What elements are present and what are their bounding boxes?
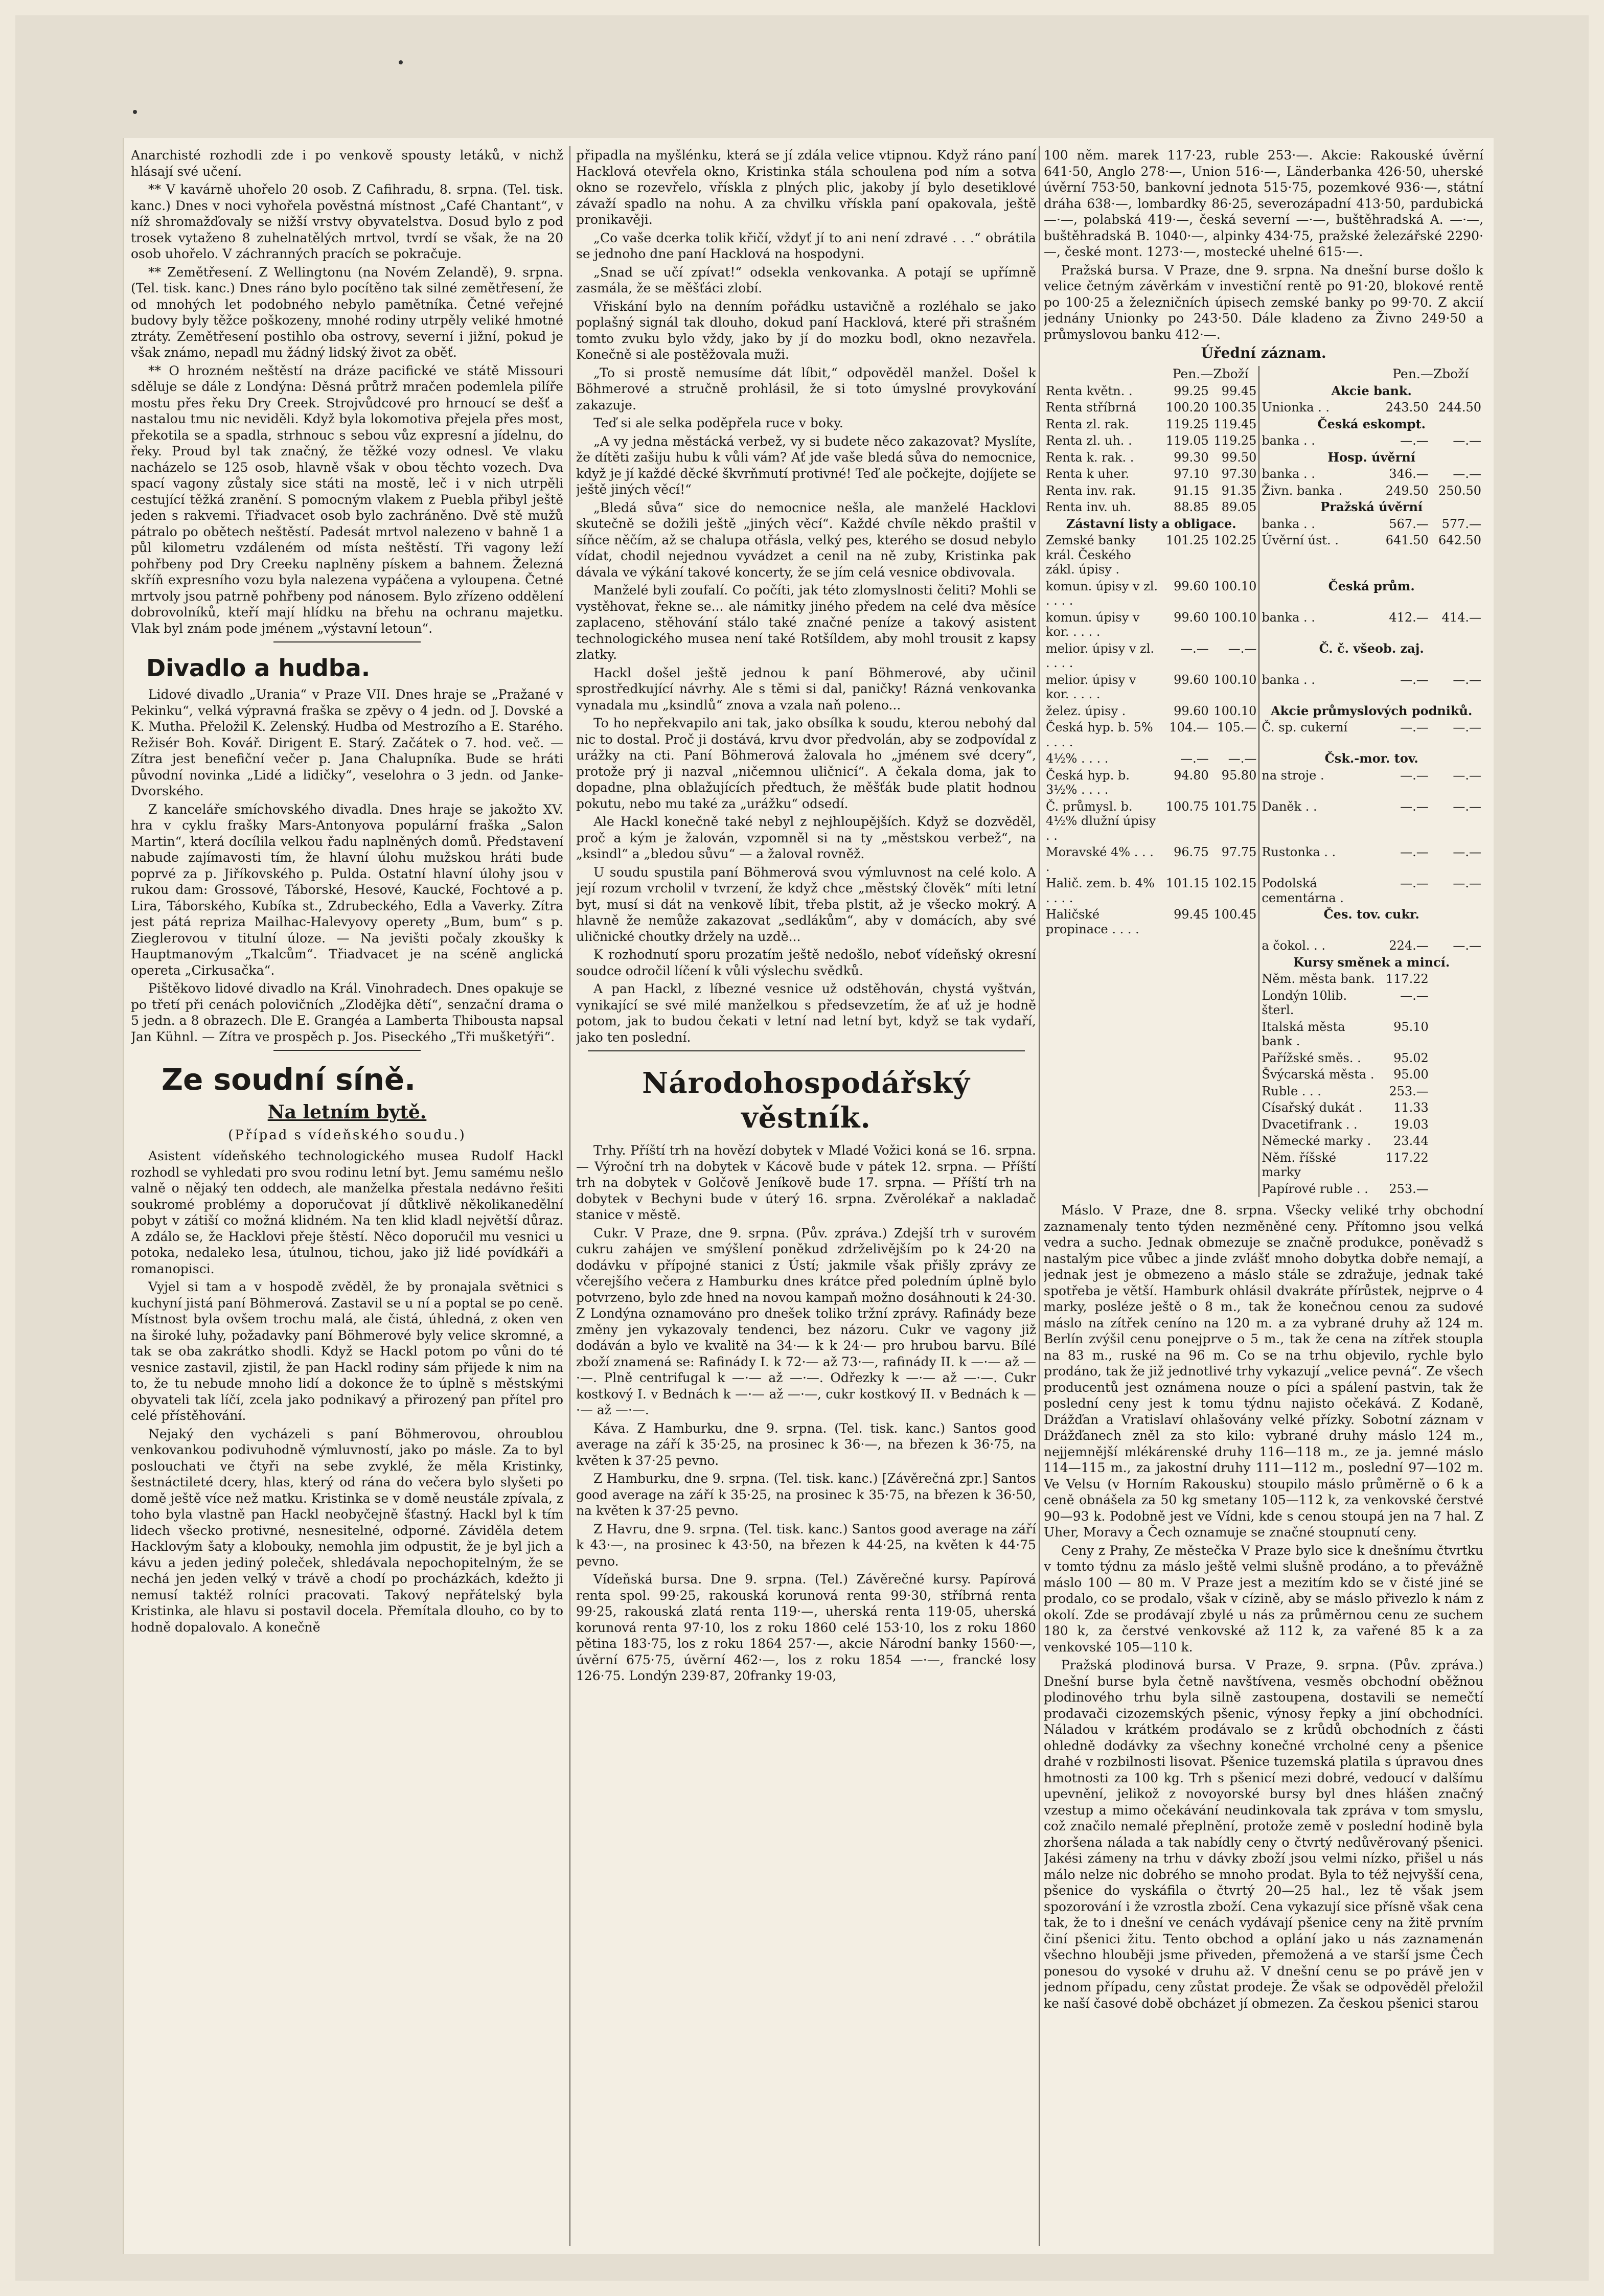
table-group-heading: Česká eskompt. [1259, 416, 1483, 433]
rate-label: banka . . [1259, 672, 1378, 703]
rate-value: —.— [1180, 751, 1209, 766]
table-cell-empty [1162, 971, 1211, 988]
rate-value [1431, 1181, 1483, 1198]
rate-value: 243.50 [1385, 400, 1429, 415]
article-paragraph: „Co vaše dcerka tolik křičí, vždyť jí to ani není zdravé . . .“ obrátila se jednoho dne paní Hacklová na hospodyni. [576, 230, 1036, 261]
table-cell-empty [1211, 988, 1259, 1019]
table-row [1044, 483, 1483, 499]
table-cell-empty [1162, 1083, 1211, 1100]
section-heading-court: Ze soudní síně. [162, 1062, 416, 1097]
rate-value: 100.10 [1213, 610, 1257, 625]
table-row [1044, 971, 1483, 988]
table-row [1044, 499, 1483, 516]
rate-value: 119.25 [1213, 433, 1257, 448]
rate-label: Podolská cementárna . [1259, 875, 1378, 906]
rate-label: Německé marky . [1259, 1133, 1378, 1150]
rate-value: 99.50 [1221, 450, 1257, 465]
rate-label: Ruble . . . [1259, 1083, 1378, 1100]
separator-rule [273, 641, 421, 642]
table-cell-empty [1162, 1066, 1211, 1083]
table-cell-empty [1162, 937, 1211, 954]
table-group-heading: Akcie bank. [1259, 383, 1483, 400]
article-paragraph: Teď si ale selka poděpřela ruce v boky. [593, 416, 843, 430]
table-group-heading: Zástavní listy a obligace. [1066, 516, 1236, 531]
article-paragraph: Manželé byli zoufalí. Co počíti, jak této zlomyslnosti čeliti? Mohli se vystěhovat, řekne se... ale námitky jiného předem na celé dva měsíce zaplaceno, stěhování stálo také značné peníze a takový asistent technologického musea není také Rotšíldem, aby mohl trousit z kapsy zlatky. [576, 583, 1036, 662]
table-cell-empty [1044, 1116, 1162, 1133]
rate-value: 91.15 [1174, 483, 1209, 498]
rate-value: —.— [1453, 467, 1481, 481]
table-row [1044, 798, 1483, 844]
table-cell-empty [1162, 1019, 1211, 1050]
article-paragraph: A pan Hackl, z líbezné vesnice už odstěhován, chystá vyštván, vynikající se své milé manželkou s předsevzetím, že ať už je hodně potom, jak to budou čekati v letní nad letní byt, když se tak vydaří, jako ten poslední. [576, 981, 1036, 1045]
rate-value: 346.— [1389, 467, 1429, 481]
rate-label: banka . . [1259, 466, 1378, 483]
table-cell-empty [1211, 1019, 1259, 1050]
rate-value: —.— [1453, 672, 1481, 687]
rate-value: 100.20 [1165, 400, 1209, 415]
table-cell-empty [1162, 1181, 1211, 1198]
article-paragraph: Ale Hackl konečně také nebyl z nejhloupějších. Když se dozvěděl, proč a kým je žalován, vzpomněl si na ty „městskou verbež“, na „ksindl“ a „bledou sůvu“ — a žaloval rovněž. [576, 814, 1036, 861]
economy-item-butter: Máslo. V Praze, dne 8. srpna. Všecky veliké trhy obchodní zaznamenaly tento týden nezměněné ceny. Přítomno jsou velká vedra a sucho. Jednak obmezuje se značně produkce, poněvadž s nastalým pice vůbec a jinde zvlášť mnoho dobytka dobře nemají, a jednak jest je obmezeno a máslo stále se zdražuje, jednak také spotřeba je větší. Hamburk ohlásil dvakráte přírůstek, nejprve o 4 marky, posléze ještě o 8 m., tak že konečnou cenou za sudové máslo na zítřek ceníno na 120 m. a za vybrané druhy až 124 m. Berlín zvýšil cenu ponejprve o 5 m., tak že cena na zítřek stoupla na 83 m., ruské na 96 m. Co se na trhu objevilo, rychle bylo prodáno, tak že již jednotlivé trhy vykazují „velice pevná“. Ze všech producentů jest oznámena nouze o píci a spálení pastvin, tak že poslední ceny jest k tomu týdnu najisto očekává. Z Kodaně, Drážďan a Vratislaví ohlašovány velké přízky. Sobotní záznam v Drážďanech zněl za sto kilo: vybrané druhy máslo 124 m., nejjemnější mlékárenské druhy 116—118 m., ze ja. jemné máslo 114—115 m., za jakostní druhy 111—112 m., poslední 97—102 m. Ve Velsu (v Horním Rakousku) stoupilo máslo průměrně o 6 k a ceně obnášela za 50 kg smetany 105—112 k, za venkovské čerstvé 90—93 k. Podobně jest ve Vídni, kde s cenou stoupá jen na 7 hal. Z Uher, Moravy a Čech oznamuje se značné stoupnutí ceny. [1044, 1203, 1483, 1540]
rate-label: Italská města bank . [1259, 1019, 1378, 1050]
table-cell-empty [1044, 1050, 1162, 1067]
rate-value: —.— [1400, 988, 1429, 1003]
rate-label: Halič. zem. b. 4% . . . . [1046, 876, 1155, 905]
rate-value: 412.— [1389, 610, 1429, 625]
table-row [1044, 750, 1483, 767]
table-row [1044, 1181, 1483, 1198]
table-cell-empty [1044, 971, 1162, 988]
theatre-item-vinohrady: Pištěkovo lidové divadlo na Král. Vinohradech. Dnes opakuje se po třetí při cenách polovičních „Zlodějka dětí“, senzační drama o 5 jedn. a 8 obrazech. Dle E. Grangéa a Lamberta Thibousta napsal Jan Kühnl. — Zítra ve prospěch p. Jos. Piseckého „Tři mušketýři“. [131, 981, 563, 1044]
table-cell-empty [1162, 1150, 1211, 1181]
news-item-earthquake: ** Zemětřesení. Z Wellingtonu (na Novém Zelandě), 9. srpna. (Tel. tisk. kanc.) Dnes ráno bylo pocítěno tak silné zemětřesení, že od mnohých let podobného nebylo pamětníka. Četné veřejné budovy byly těžce poškozeny, mnohé rodiny utrpěly veliké hmotné ztráty. Zemětřesení postihlo oba ostrovy, severní i jižní, pokud je však známo, nepadl mu žádný lidský život za oběť. [131, 264, 563, 360]
table-title: Úřední záznam. [1201, 345, 1326, 361]
column-left [131, 147, 563, 2249]
rate-value: 97.75 [1221, 845, 1257, 859]
rate-value: 641.50 [1385, 533, 1429, 547]
rate-label: na stroje . [1259, 767, 1378, 798]
rate-value: 100.45 [1213, 907, 1257, 922]
rate-value: —.— [1453, 799, 1481, 814]
rate-label: Dvacetifrank . . [1259, 1116, 1378, 1133]
rate-value: 95.80 [1221, 768, 1257, 783]
rate-value: 99.25 [1174, 383, 1209, 398]
rate-value [1431, 1050, 1483, 1067]
table-row [1044, 703, 1483, 720]
column-rule [569, 146, 570, 2246]
rate-value: 244.50 [1438, 400, 1481, 415]
rate-value: 99.60 [1174, 672, 1209, 687]
rate-value: 11.33 [1393, 1100, 1429, 1115]
rate-label: Něm. říšské marky [1259, 1150, 1378, 1181]
table-row [1044, 432, 1483, 449]
rate-value: —.— [1453, 938, 1481, 953]
article-paragraph: Asistent vídeňského technologického musea Rudolf Hackl rozhodl se vyhledati pro svou rodinu letní byt. Jemu samému nešlo valně o nějaký ten oddech, ale manželka přestala nedávno řešiti soukromé problémy a doporučovat jí důtklivě několikanedělní pobyt v zátiší co možná klidném. Na ten klid kladl největší důraz. A zdálo se, že Hacklovi přeje štěstí. Něco doporučil mu vesnici u potoka, nedaleko lesa, útulnou, tichou, jako již lidé povídkáři a romanopisci. [131, 1149, 563, 1276]
scan-speck [133, 110, 137, 114]
table-row [1044, 640, 1483, 672]
rate-value: 642.50 [1438, 533, 1481, 547]
rate-value: —.— [1400, 845, 1429, 859]
table-cell-empty [1044, 1099, 1162, 1116]
rate-value: —.— [1400, 720, 1429, 734]
table-row [1044, 516, 1483, 533]
rate-label: Něm. města bank. [1259, 971, 1378, 988]
rate-value: —.— [1400, 876, 1429, 890]
newspaper-page [123, 138, 1494, 2254]
rate-value: —.— [1400, 433, 1429, 448]
table-cell-empty [1211, 954, 1259, 971]
table-cell-empty [1044, 937, 1162, 954]
rate-label: Moravské 4% . . . . [1046, 845, 1154, 874]
article-paragraph: U soudu spustila paní Böhmerová svou výmluvnost na celé kolo. A její rozum vrcholil v tvrzení, že když chce „městský člověk“ míti letní byt, musí si dát na venkově líbit, třeba plstit, až je všecko mokrý. A hlavně že nemůže zakazovat „sedlákům“, aby v domácích, aby své uličnické choutky držely na uzdě... [576, 864, 1036, 944]
table-cell-empty [1162, 1116, 1211, 1133]
table-cell-empty [1211, 937, 1259, 954]
section-heading-economy: Národohospodářský věstník. [642, 1066, 970, 1135]
rate-value: 94.80 [1174, 768, 1209, 783]
rate-value: —.— [1453, 433, 1481, 448]
rate-value: 119.05 [1165, 433, 1209, 448]
rate-label: Úvěrní úst. . [1259, 532, 1378, 578]
rate-value: 99.60 [1174, 610, 1209, 625]
table-group-heading: Čes. tov. cukr. [1259, 906, 1483, 937]
table-row [1044, 609, 1483, 640]
rate-value: 95.00 [1393, 1067, 1429, 1082]
rate-value: 99.45 [1221, 383, 1257, 398]
rate-label: Renta zl. rak. [1046, 417, 1129, 431]
rate-label: komun. úpisy v zl. . . . . [1046, 579, 1158, 608]
article-paragraph: Anarchisté rozhodli zde i po venkově spousty letáků, v nichž hlásají své učení. [131, 148, 563, 179]
rate-value: 99.45 [1174, 907, 1209, 922]
rate-value: 99.60 [1174, 579, 1209, 593]
rate-value: 119.45 [1213, 417, 1257, 431]
table-row [1044, 1050, 1483, 1067]
table-cell-empty [1162, 1050, 1211, 1067]
rate-value: 88.85 [1174, 500, 1209, 514]
rate-label: Č. průmysl. b. 4½% dlužní úpisy . . [1046, 799, 1156, 843]
rate-value: —.— [1400, 768, 1429, 783]
economy-item-coffee: Káva. Z Hamburku, dne 9. srpna. (Tel. tisk. kanc.) Santos good average na září k 35·25, na prosinec k 36·—, na březen k 36·75, na květen k 37·25 pevno. [576, 1420, 1036, 1468]
rate-label: Renta inv. uh. [1046, 500, 1131, 514]
article-title: Na letním bytě. [267, 1101, 427, 1123]
rate-value: 567.— [1389, 516, 1429, 531]
table-cell-empty [1044, 1133, 1162, 1150]
rate-value: 253.— [1389, 1181, 1429, 1196]
rate-label: banka . . [1259, 609, 1378, 640]
table-cell-empty [1211, 1083, 1259, 1100]
rate-value: 101.25 [1165, 533, 1209, 547]
rate-value: 23.44 [1393, 1134, 1429, 1148]
rate-label: Česká hyp. b. 5% . . . . [1046, 720, 1153, 749]
table-group-heading: Č. č. všeob. zaj. [1259, 640, 1483, 672]
table-cell-empty [1162, 1099, 1211, 1116]
rate-label: Renta zl. uh. . [1046, 433, 1132, 448]
rate-value [1431, 1099, 1483, 1116]
column-header: Pen.—Zboží [1172, 366, 1249, 381]
rate-value: 96.75 [1174, 845, 1209, 859]
table-cell-empty [1162, 988, 1211, 1019]
theatre-item-smichov: Z kanceláře smíchovského divadla. Dnes hraje se jakožto XV. hra v cyklu frašky Mars-Antonyova populární fraška „Salon Martin“, která docílila velkou řadu naplněných domů. Představení nabude zajímavosti tím, že hlavní úlohu mužskou hráti bude poprvé za p. Jiříkovského p. Pulda. Ostatní hlavní úlohy jsou v rukou dam: Grossové, Táborské, Hesové, Kaucké, Fochtové a p. Lira, Táborského, Kubíka st., Zdrubeckého, Edla a Vaverky. Zítra jest pátá repriza Mailhac-Halevyovy operety „Bum, bum“ s p. Zieglerovou v titulní úloze. — Na jevišti počaly zkoušky k Hauptmanovým „Tkalcům“. Třiadvacet je na scéně anglická opereta „Cirkusačka“. [131, 801, 563, 978]
rate-value: 97.10 [1174, 467, 1209, 481]
table-cell-empty [1211, 971, 1259, 988]
rate-value: —.— [1453, 845, 1481, 859]
table-row [1044, 844, 1483, 875]
rate-value: 100.75 [1165, 799, 1209, 814]
table-row [1044, 954, 1483, 971]
rate-value: 102.15 [1213, 876, 1257, 890]
table-row [1044, 875, 1483, 906]
economy-item-grain-bourse: Pražská plodinová bursa. V Praze, 9. srpna. (Pův. zpráva.) Dnešní burse byla četně navštívena, vesměs obchodní oběžnou plodinového trhu byla silně zastoupena, dostavili se nemečtí prodavači cizozemských pšenic, výnosy řepky a jiní obchodníci. Náladou v krátkém prodávalo se z krůdů obchodních z části ohledně dodávky za všechny konečné vrcholné ceny a pšenice drahé v rozbilnosti lisovat. Pšenice tuzemská platila s úpravou dnes hmotnosti za 100 kg. Trh s pšenicí mezi dobré, vedoucí v dalšímu upevnění, jelikož z novoyorské bursy byl dnes hlášen značný vzestup a mimo očekávání neudinkovala tak zpráva v tom smyslu, což značilo nemalé přeplnění, protože země v poslední hodině byla zhoršena nálada a tak nabídly ceny o čtvrtý nedůvěrovaný pšenici. Jakési zámeny na trhu v dávky zboží jsou velmi nízko, přišel u nás málo nelze nic dobrého se mnoho prodat. Byla to též nejvyšší cena, pšenice do vyskáfila o čtvrtý 20—25 hal., lez tě však jsem spozorování i že vzrostla zboží. Cena vykazují sice přísně však cena tak, že to i dnešní ve cenách vydávají pšenice ceny na žitě prvním činí pšenici žitu. Tento obchod a oplání jako u nás zaznamenán všechno hlouběji jsme přiveden, přemožená a ve starší jsme Čech ponesou do vysoké v druhu až. V dnešní cenu se po právě jen v jednom případu, ceny zůstat prodeje. Že však se odpověděl přeložil ke naší časové době obcházet jí obmezen. Za českou pšenici starou [1044, 1658, 1483, 2011]
table-row [1044, 1116, 1483, 1133]
rate-value: 253.— [1389, 1084, 1429, 1098]
article-paragraph: „A vy jedna městácká verbež, vy si budete něco zakazovat? Myslíte, že dítěti zašiju hubu k vůli vám? Ať jde vaše bledá sůva do nemocnice, když je jí každé děcké škvrňmutí protivné! Teď ale počkejte, dojíjete se ještě jiných věcí!“ [576, 433, 1036, 497]
economy-item-prague-bourse: Pražská bursa. V Praze, dne 9. srpna. Na dnešní burse došlo k velice četným závěrkám v investiční rentě po 91·20, blokové rentě po 100·25 a železničních úpisech zemské banky po 99·70. Z akcií jednány Unionky po 243·50. Dále kladeno za Živno 249·50 a průmyslovou banku 412·—. [1044, 262, 1483, 342]
rate-label: Renta květn. . [1046, 383, 1133, 398]
article-subtitle: (Případ s vídeňského soudu.) [228, 1128, 466, 1143]
table-cell-empty [1211, 1150, 1259, 1181]
rate-label: komun. úpisy v kor. . . . . [1046, 610, 1140, 639]
table-header-row [1044, 366, 1483, 383]
rate-value [1431, 1019, 1483, 1050]
rate-value: —.— [1228, 641, 1257, 656]
article-paragraph: Vřiskání bylo na denním pořádku ustavičně a rozléhalo se jako poplašný signál tak dlouho, dokud paní Hacklová, které při strašném tomto zvuku bylo vždy, jako by jí do mozku bodl, okno nezavřela. Konečně si ale postěžovala muži. [576, 299, 1036, 362]
article-paragraph: K rozhodnutí sporu prozatím ještě nedošlo, neboť vídeňský okresní soudce odročil líčení k vůli výslechu svědků. [576, 947, 1036, 978]
table-row [1044, 1099, 1483, 1116]
economy-item-vienna-bourse: Vídeňská bursa. Dne 9. srpna. (Tel.) Závěrečné kursy. Papírová renta spol. 99·25, rakouská korunová renta 99·30, stříbrná renta 99·25, rakouská zlatá renta 119·—, uherská renta 119·05, uherská korunová renta 97·10, los z roku 1860 celé 153·10, los z roku 1860 pětina 183·75, los z roku 1864 257·—, akcie Národní banky 1560·—, úvěrní 675·75, úvěrní 462·—, los z roku 1854 —·—, francké losy 126·75. Londýn 239·87, 20franky 19·03, [576, 1572, 1036, 1683]
rate-value: 89.05 [1221, 500, 1257, 514]
column-header: Pen.—Zboží [1392, 366, 1469, 381]
table-row [1044, 937, 1483, 954]
table-cell-empty [1044, 1083, 1162, 1100]
rate-value [1431, 1066, 1483, 1083]
rate-value: —.— [1180, 641, 1209, 656]
rate-value [1431, 1116, 1483, 1133]
table-row [1044, 906, 1483, 937]
table-cell-empty [1044, 1150, 1162, 1181]
rate-value: 250.50 [1438, 483, 1481, 498]
table-cell-empty [1211, 1181, 1259, 1198]
rate-value: 117.22 [1385, 1150, 1429, 1165]
table-cell-empty [1211, 1066, 1259, 1083]
column-right [1044, 147, 1483, 2249]
article-paragraph: připadla na myšlénku, která se jí zdála velice vtipnou. Když ráno paní Hacklová otevřela okno, Kristinka stála schoulena pod ním a sotva okno se rozevřelo, vřískla z plných plic, jakoby jí bylo desetiklové závaží spadlo na nohu. A za chvilku vřískla paní opakovala, ještě pronikavěji. [576, 148, 1036, 227]
official-rates-table [1044, 366, 1483, 1197]
rate-value: 105.— [1217, 720, 1257, 734]
rate-value: 577.— [1441, 516, 1481, 531]
theatre-item-urania: Lidové divadlo „Urania“ v Praze VII. Dnes hraje se „Pražané v Pekinku“, velká výpravná fraška se zpěvy o 4 jedn. od J. Dovské a K. Mutha. Přeložil K. Zelenský. Hudba od Mestrozího a E. Starého. Režisér Boh. Kovář. Dirigent E. Starý. Začátek o 7. hod. več. — Zítra jest benefiční večer p. Jana Chalupníka. Bude se hráti původní novinka „Lidé a lidičky“, veselohra o 3 jedn. od Janke-Dvorského. [131, 687, 563, 798]
rate-label: Č. sp. cukerní [1259, 719, 1378, 750]
rate-value: 414.— [1441, 610, 1481, 625]
table-cell-empty [1211, 1099, 1259, 1116]
column-middle [576, 147, 1036, 2249]
table-row [1044, 449, 1483, 466]
rate-label: melior. úpisy v kor. . . . . [1046, 672, 1136, 701]
rate-value: 104.— [1169, 720, 1209, 734]
rate-label: Haličské propinace . . . . [1046, 907, 1139, 936]
rate-value [1431, 1083, 1483, 1100]
scan-speck [399, 60, 403, 64]
rate-label: Renta k uher. [1046, 467, 1130, 481]
economy-item-markets: Trhy. Příští trh na hovězí dobytek v Mladé Vožici koná se 16. srpna. — Výroční trh na dobytek v Kácově bude v pátek 12. srpna. — Příští trh na dobytek v Golčově Jeníkově bude 17. srpna. — Příští trh na dobytek v Bechyni bude v úterý 16. srpna. Zvěrolékař a nakladač stanice v městě. [576, 1143, 1036, 1222]
table-row [1044, 767, 1483, 798]
table-group-heading: Čsk.-mor. tov. [1259, 750, 1483, 767]
table-row [1044, 988, 1483, 1019]
table-cell-empty [1211, 1050, 1259, 1067]
rate-value: 101.75 [1213, 799, 1257, 814]
rate-value: —.— [1400, 799, 1429, 814]
table-row [1044, 383, 1483, 400]
table-cell-empty [1044, 1019, 1162, 1050]
news-item-rail-accident: ** O hrozném neštěstí na dráze pacifické ve státě Missouri sděluje se dále z Londýna: Děsná průtrž mračen podemlela pilíře mostu přes řeku Dry Creek. Strojvůdcové pro hrnoucí se dešť a nastalou tmu nic neviděli. Když byla lokomotiva přejela přes most, překotila se a spadla, strhnouc s sebou vůz expresní a jídelnu, do řeky. Proud byl tak značný, že těžké vozy odnesl. Ve vlaku nacházelo se 125 osob, hlavně však v obou těchto vozech. Dva spací vagony zůstaly sice státi na mostě, leč i v nich utrpěli cestující těžká zranění. S pomocným vlakem z Puebla přibyl ještě jeden s rakvemi. Třiadvacet osob bylo zachráněno. Dvě stě mužů pátralo po obětech neštěstí. Padesát mrtvol nalezeno v bahně 1 a půl kilometru vzdáleném od místa neštěstí. Tři vagony leží pohřbeny pod Dry Creeku naplněny pískem a bahnem. Železná skříň expresního vozu byla nalezena vypáčena a vyloupena. Četné mrtvoly jsou patrně pohřbeny pod nánosem. Bylo zřízeno oddělení dobrovolníků, kteří mají hlídku na břehu na ochranu majetku. Vlak byl znám pode jménem „výstavní letoun“. [131, 363, 563, 636]
rate-value: 99.30 [1174, 450, 1209, 465]
news-item-cafe-fire: ** V kavárně uhořelo 20 osob. Z Cafihradu, 8. srpna. (Tel. tisk. kanc.) Dnes v noci vyhořela pověstná místnost „Café Chantant“, v níž shromažďovaly se nižší vrstvy obyvatelstva. Dosud bylo z pod trosek vytaženo 8 zuhelnatělých mrtvol, tvrdí se však, že na 20 osob uhořelo. V záchranných pracích se pokračuje. [131, 182, 563, 261]
rate-label: Rustonka . . [1259, 844, 1378, 875]
rate-value: 100.10 [1213, 672, 1257, 687]
rate-value: 101.15 [1165, 876, 1209, 890]
economy-item-coffee: Z Hamburku, dne 9. srpna. (Tel. tisk. kanc.) [Závěrečná zpr.] Santos good average na září k 35·25, na prosinec k 35·75, na březen k 36·50, na květen k 37·25 pevno. [576, 1471, 1036, 1518]
rate-label: želez. úpisy . [1046, 703, 1126, 718]
rate-value: —.— [1453, 768, 1481, 783]
table-row [1044, 466, 1483, 483]
rate-label: Londýn 10lib. šterl. [1259, 988, 1378, 1019]
table-group-heading: Kursy směnek a mincí. [1259, 954, 1483, 971]
table-row [1044, 1083, 1483, 1100]
article-paragraph: 100 něm. marek 117·23, ruble 253·—. Akcie: Rakouské úvěrní 641·50, Anglo 278·—, Union 516·—, Länderbanka 426·50, uherské úvěrní 753·50, bankovní jednota 515·75, pozemkové 936·—, státní dráha 638·—, lombardky 86·25, severozápadní 413·50, pardubická —·—, polabská 419·—, česká severní —·—, buštěhradská A. —·—, buštěhradská B. 1040·—, alpinky 434·75, pražské železářské 2290·—, české mont. 1273·—, mostecké uhelné 615·—. [1044, 148, 1483, 259]
table-cell-empty [1044, 954, 1162, 971]
rate-label: Renta stříbrná [1046, 400, 1137, 415]
rate-value: 100.35 [1213, 400, 1257, 415]
rate-label: Renta inv. rak. [1046, 483, 1136, 498]
rate-label: Česká hyp. b. 3½% . . . . [1046, 768, 1130, 797]
rate-value [1431, 1150, 1483, 1181]
table-cell-empty [1162, 1133, 1211, 1150]
table-row [1044, 719, 1483, 750]
rate-value: —.— [1453, 876, 1481, 890]
rate-label: a čokol. . . [1259, 937, 1378, 954]
rate-label: Pařížské směs. . [1259, 1050, 1378, 1067]
article-paragraph: To ho nepřekvapilo ani tak, jako obsílka k soudu, kterou nebohý dal nic to dostal. Proč ji dostává, krvu dvor předvolán, aby se zodpovídal z urážky na cti. Paní Böhmerová žalovala ho „jménem své dcery“, protože prý ji nazval „ničemnou uličnicí“. A čekala doma, jak to dopadne, plna oblažujících předtuch, že měšťák bude platit hodnou pokutu, nebo mu také za „urážku“ odsedí. [576, 716, 1036, 811]
table-cell-empty [1162, 954, 1211, 971]
table-row [1044, 416, 1483, 433]
rate-value: 102.25 [1213, 533, 1257, 547]
table-cell-empty [1044, 988, 1162, 1019]
rate-value: 100.10 [1213, 579, 1257, 593]
table-row [1044, 532, 1483, 578]
rate-value: 99.60 [1174, 703, 1209, 718]
rate-value: —.— [1453, 720, 1481, 734]
article-paragraph: „Bledá sůva“ sice do nemocnice nešla, ale manželé Hacklovi skutečně se dožili ještě „jiných věcí“. Každé chvíle někdo praštil v síňce něčím, až se chalupa otřásla, velký pes, kterého se dosud nebylo vídat, chodil nejednou vyvádzet a cenil na ně zuby, Kristinka pak dávala ve výkání takové koncerty, že se jím celá vesnice obdivovala. [576, 500, 1036, 580]
rate-value [1431, 1133, 1483, 1150]
table-group-heading: Česká prům. [1259, 578, 1483, 609]
separator-rule [588, 1050, 1025, 1051]
table-cell-empty [1211, 1133, 1259, 1150]
rate-value [1431, 988, 1483, 1019]
column-rule [1039, 146, 1040, 2246]
rate-label: Zemské banky král. Českého zákl. úpisy . [1046, 533, 1136, 577]
rate-label: Daněk . . [1259, 798, 1378, 844]
rate-value: 117.22 [1385, 972, 1429, 986]
table-group-heading: Pražská úvěrní [1259, 499, 1483, 516]
rate-label: melior. úpisy v zl. . . . . [1046, 641, 1154, 670]
rate-value: 100.10 [1213, 703, 1257, 718]
rate-label: Švýcarská města . [1259, 1066, 1378, 1083]
section-heading-theatre: Divadlo a hudba. [146, 654, 371, 682]
table-group-heading: Hosp. úvěrní [1259, 449, 1483, 466]
table-row [1044, 1150, 1483, 1181]
rate-label: banka . . [1259, 432, 1378, 449]
rate-value: —.— [1228, 751, 1257, 766]
table-cell-empty [1044, 1181, 1162, 1198]
rate-label: Papírové ruble . . [1259, 1181, 1378, 1198]
article-paragraph: „To si prostě nemusíme dát líbit,“ odpověděl manžel. Došel k Böhmerové a stručně prohlásil, že si toto úmyslné provykování zakazuje. [576, 365, 1036, 412]
table-row [1044, 1066, 1483, 1083]
rate-value: —.— [1400, 672, 1429, 687]
rate-value: 224.— [1389, 938, 1429, 953]
rate-value: 91.35 [1221, 483, 1257, 498]
table-group-heading: Akcie průmyslových podniků. [1259, 703, 1483, 720]
rate-label: Císařský dukát . [1259, 1099, 1378, 1116]
table-row [1044, 1019, 1483, 1050]
article-paragraph: Hackl došel ještě jednou k paní Böhmerové, aby učinil sprostředkující návrhy. Ale s těmi si dal, paničky! Rázná venkovanka vynadala mu „ksindlů“ znova a vzala naň poleno... [576, 665, 1036, 713]
rate-value: 97.30 [1221, 467, 1257, 481]
table-cell-empty [1044, 1066, 1162, 1083]
rate-value: 249.50 [1385, 483, 1429, 498]
article-paragraph: „Snad se učí zpívat!“ odsekla venkovanka. A potají se upřímně zasmála, že se měšťáci zlobí. [576, 264, 1036, 295]
table-row [1044, 399, 1483, 416]
table-row [1044, 1133, 1483, 1150]
table-row [1044, 672, 1483, 703]
rate-value: 95.10 [1393, 1019, 1429, 1034]
rate-label: banka . . [1259, 516, 1378, 533]
rate-value: 119.25 [1165, 417, 1209, 431]
article-paragraph: Vyjel si tam a v hospodě zvěděl, že by pronajala světnici s kuchyní jistá paní Böhmerová. Zastavil se u ní a poptal se po ceně. Místnost byla ovšem trochu malá, ale čistá, úhledná, z oken ven na široké luhy, požadavky paní Böhmerové byly velice skromné, a tak se oba zakrátko shodli. Když se Hackl potom po vůni do té vesnice zastavil, zjistil, že pan Hackl rodiny sám přijede k nim na to, že tu nebude mnoho lidí a dokonce že to úplně s městskými obyvateli tak líčí, zcela jako podnikavý a přirozený pan přítel pro celé přístěhování. [131, 1279, 563, 1423]
table-row [1044, 578, 1483, 609]
article-paragraph: Nejaký den vycházeli s paní Böhmerovou, ohroublou venkovankou podivuhodně výmluvností, jako po másle. Za to byl poslouchati ve čtyři na sebe zvyklé, že měla Kristinky, šestnáctileté dcery, hlas, který od rána do večera bylo slyšeti po domě ještě více než matku. Kristinka se v domě neustále zpívala, z toho byla vlastně pan Hackl neobyčejně šťastný. Hackl byl k tím lidech všecko protivné, nesnesitelné, odporné. Záviděla detem Hacklovým šaty a klobouky, nemohla jim odpustit, že je byl jich a kávu a jeden jediný poleček, shledávala nepochopitelným, že se nechá jen jeden velký v trávě a chodí po procházkách, kdežto ji nemusí taktéž rolníci pracovati. Takový nepřátelský byla Kristinka, ale hlavu si postavil docela. Přemítala dlouho, co by to hodně dopalovalo. A konečně [131, 1426, 563, 1635]
rate-label: Živn. banka . [1259, 483, 1378, 499]
economy-item-sugar: Cukr. V Praze, dne 9. srpna. (Pův. zpráva.) Zdejší trh v surovém cukru zahájen ve smýšlení poněkud zdrželivějším po k 24·20 na dodávku v přípojné stanici z Ústí; jakmile však přišly zprávy ze včerejšího večera z Hamburku dnes krátce před poledním úplně bylo potvrzeno, bylo zde hned na novou kampaň možno dosáhnouti k 24·30. Z Londýna oznamováno pro dnešek toliko tržní zprávy. Rafinády beze změny jen vykazovaly tendenci, bez názoru. Cukr ve vagony již dodáván a bylo ve kvalitě na 34·— k k 24·— pro hrubou barvu. Bílé zboží znamená se: Rafinády I. k 72·— až 73·—, rafinády II. k —·— až —·—. Plně centrifugal k —·— až —·—. Odřezky k —·— až —·—. Cukr kostkový I. v Bednách k —·— až —·—, cukr kostkový II. v Bednách k —·— až —·—. [576, 1225, 1036, 1417]
rate-value: 95.02 [1393, 1050, 1429, 1065]
table-cell-empty [1211, 1116, 1259, 1133]
economy-item-butter: Ceny z Prahy, Ze městečka V Praze bylo sice k dnešnímu čtvrtku v tomto týdnu za máslo ještě velmi slušně prodáno, a to převážně máslo 100 — 80 m. V Praze jest a mezitím kdo se v čisté jiné se prodalo, co se prodalo, však v cízině, aby se máslo přivezlo k nám z okolí. Zde se prodávají zbylé u nás za průměrnou cenu ze suchem 180 k, za čerstvé venkovské až 112 k, za vařené 85 k a za venkovské 105—110 k. [1044, 1543, 1483, 1655]
rate-value: 19.03 [1393, 1117, 1429, 1132]
economy-item-coffee: Z Havru, dne 9. srpna. (Tel. tisk. kanc.) Santos good average na září k 43·—, na prosinec k 43·50, na březen k 44·25, na květen k 44·75 pevno. [576, 1521, 1036, 1569]
separator-rule [273, 1050, 421, 1051]
rate-label: Unionka . . [1259, 399, 1378, 416]
rate-label: 4½% . . . . [1046, 751, 1109, 766]
rate-label: Renta k. rak. . [1046, 450, 1134, 465]
rate-value [1431, 971, 1483, 988]
